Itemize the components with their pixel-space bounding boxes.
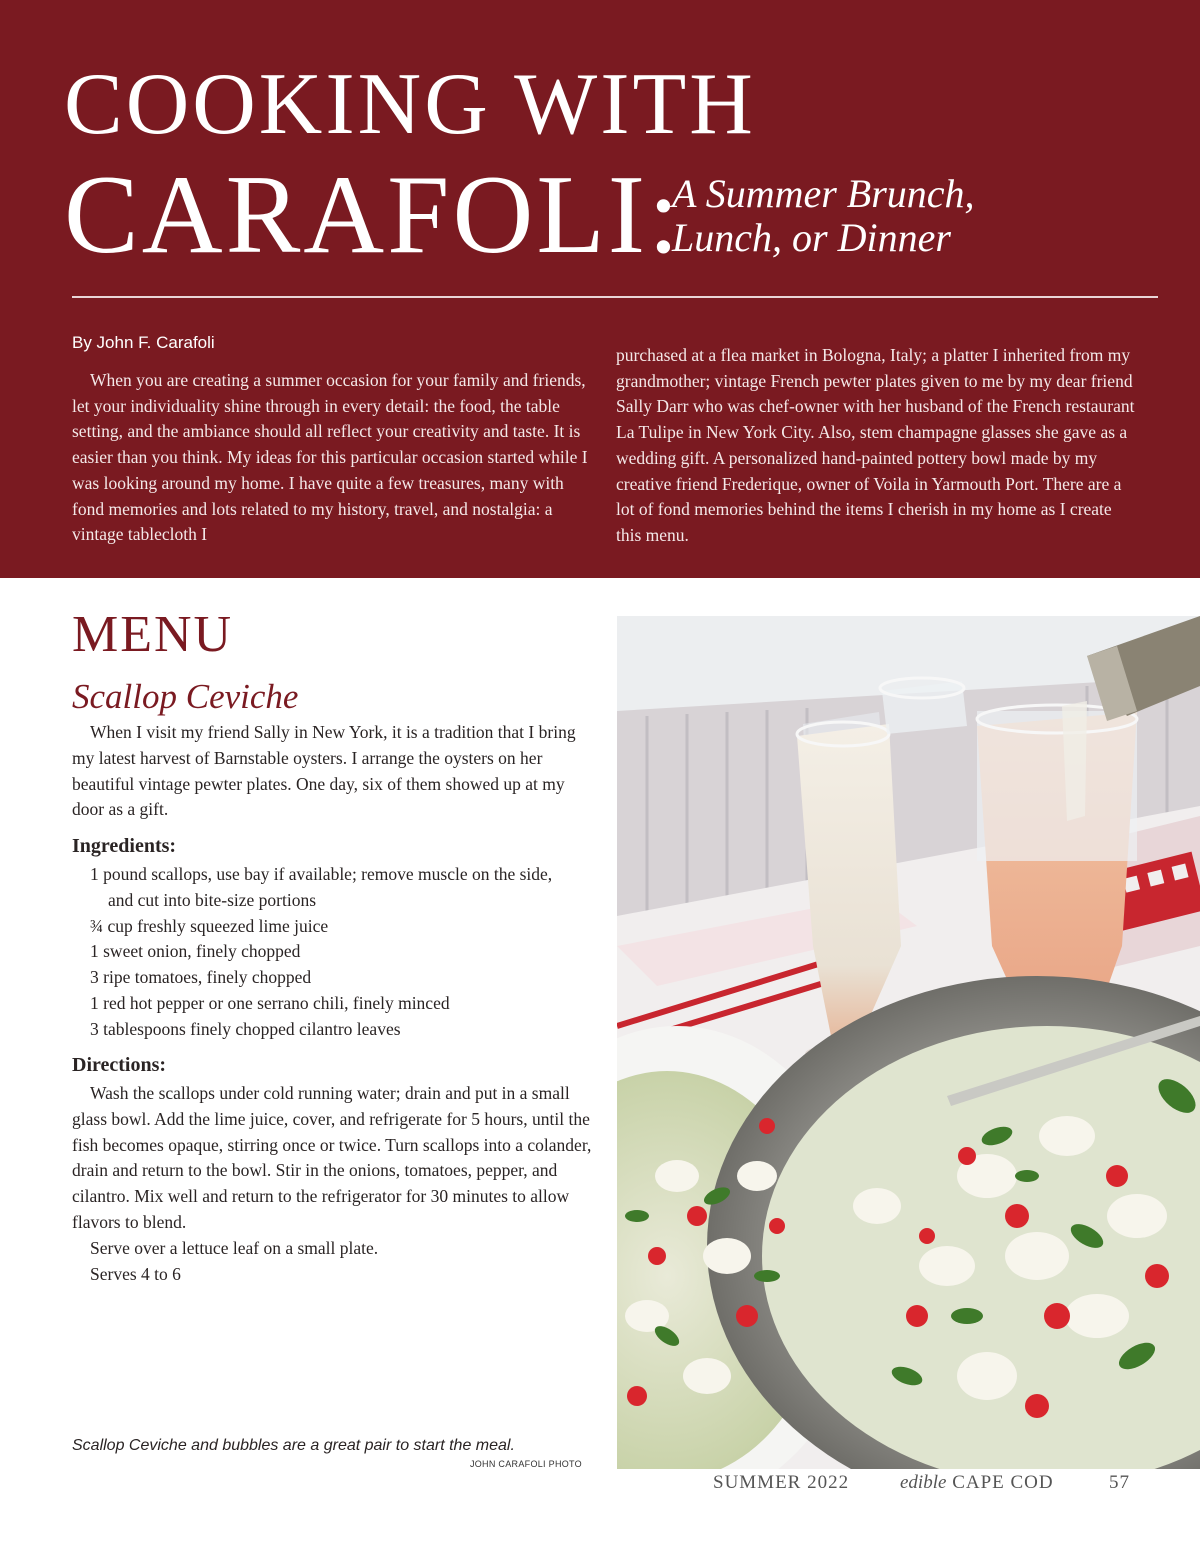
header-divider [72, 296, 1158, 298]
intro-column-left [72, 368, 592, 548]
ingredients-list [90, 862, 570, 1043]
title-line-2: CARAFOLI: [64, 153, 683, 277]
ceviche-photo [617, 616, 1200, 1469]
recipe-intro-paragraph: When I visit my friend Sally in New York, it is a tradition that I bring my latest harvest of Barnstable oysters. I arrange the oysters on her beautiful vintage pewter plates. One day, six of them showed up at my door as a gift. [72, 722, 576, 820]
byline: By John F. Carafoli [72, 333, 215, 352]
yield-note: Serves 4 to 6 [90, 1263, 181, 1284]
footer-magazine [900, 1472, 1054, 1494]
photo-credit: JOHN CARAFOLI PHOTO [469, 1459, 582, 1469]
page-number: 57 [1109, 1472, 1130, 1493]
recipe-title: Scallop Ceviche [72, 677, 299, 716]
ingredient-item: ¾ cup freshly squeezed lime juice [90, 915, 329, 936]
photo-caption: Scallop Ceviche and bubbles are a great pair to start the meal. [72, 1437, 515, 1454]
title-line-1: COOKING WITH [64, 56, 756, 153]
directions-heading: Directions: [72, 1054, 167, 1076]
ingredients-heading: Ingredients: [72, 835, 177, 857]
footer-issue: SUMMER 2022 [713, 1472, 850, 1493]
serving-note: Serve over a lettuce leaf on a small plate. [90, 1237, 379, 1258]
intro-paragraph-left: When you are creating a summer occasion for your family and friends, let your individuality shine through in every detail: the food, the table setting, and the ambiance should all reflect your creativity and taste. It is easier than you think. My ideas for this particular occasion started while I was looking around my home. I have quite a few treasures, many with fond memories and lots related to my history, travel, and nostalgia: a vintage tablecloth I [72, 370, 588, 545]
menu-heading: MENU [72, 606, 234, 663]
footer-magazine-edible: edible [900, 1472, 947, 1493]
recipe-intro [72, 720, 592, 823]
subtitle-line-2: Lunch, or Dinner [672, 215, 951, 260]
ingredient-item: 1 sweet onion, finely chopped [90, 941, 301, 962]
intro-column-right [616, 343, 1136, 549]
directions [72, 1081, 592, 1287]
subtitle [672, 172, 975, 260]
subtitle-line-1: A Summer Brunch, [672, 171, 975, 216]
ingredient-item: 1 red hot pepper or one serrano chili, finely minced [90, 992, 450, 1013]
ingredient-item: 3 tablespoons finely chopped cilantro leaves [90, 1018, 401, 1039]
directions-paragraph: Wash the scallops under cold running water; drain and put in a small glass bowl. Add the lime juice, cover, and refrigerate for 5 hours, until the fish becomes opaque, stirring once or twice. Turn scallops into a colander, drain and return to the bowl. Stir in the onions, tomatoes, pepper, and cilantro. Mix well and return to the refrigerator for 30 minutes to allow flavors to blend. [72, 1083, 592, 1232]
header-banner [0, 0, 1200, 578]
intro-paragraph-right: purchased at a flea market in Bologna, Italy; a platter I inherited from my grandmother; vintage French pewter plates given to me by my dear friend Sally Darr who was chef-owner with her husband of the French restaurant La Tulipe in New York City. Also, stem champagne glasses she gave as a wedding gift. A personalized hand-painted pottery bowl made by my creative friend Frederique, owner of Voila in Yarmouth Port. There are a lot of fond memories behind the items I cherish in my home as I create this menu. [616, 345, 1135, 545]
ingredient-item: 1 pound scallops, use bay if available; remove muscle on the side, and cut into bite-size portions [90, 864, 553, 910]
ingredient-item: 3 ripe tomatoes, finely chopped [90, 967, 312, 988]
ceviche-photo-illustration [617, 616, 1200, 1469]
footer-magazine-name: CAPE COD [946, 1472, 1054, 1493]
